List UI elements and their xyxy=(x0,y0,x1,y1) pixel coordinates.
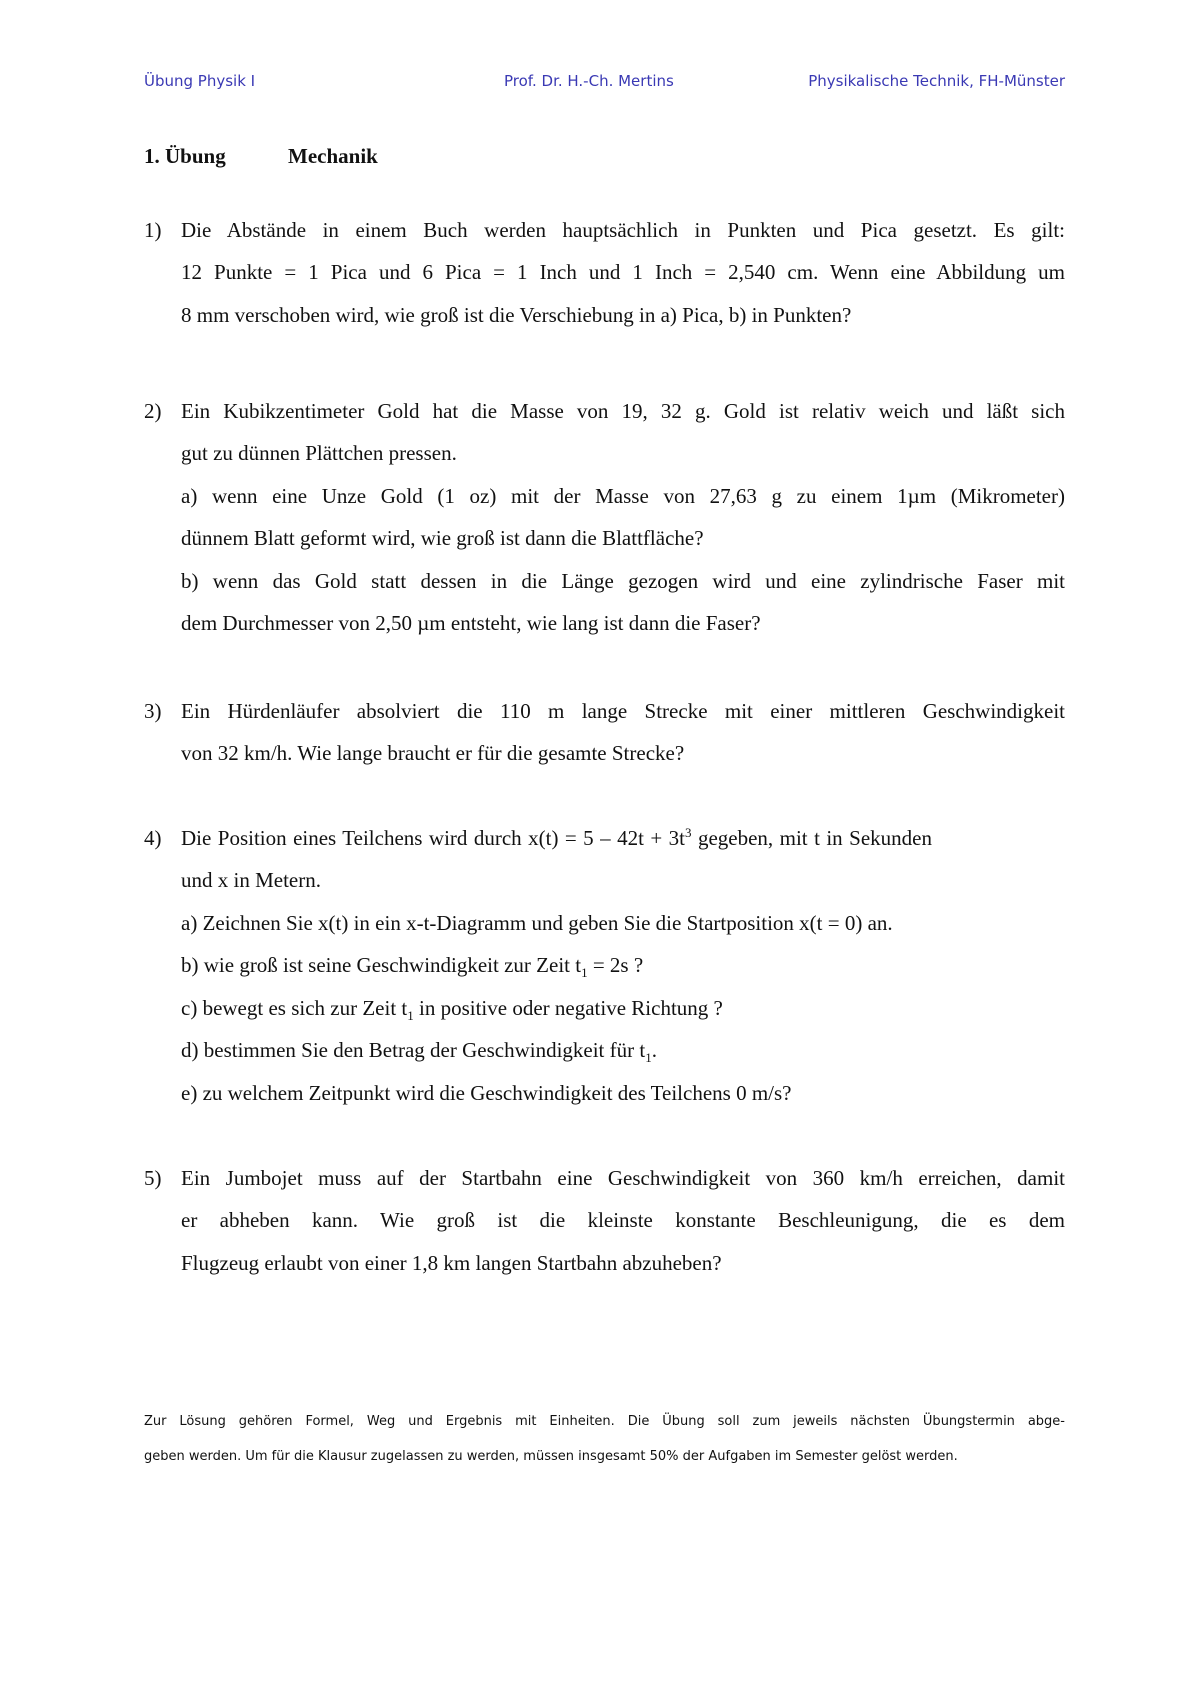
problem-number: 2) xyxy=(144,399,162,423)
problem-text-line xyxy=(181,1029,1065,1072)
exercise-number: 1. Übung xyxy=(144,144,226,168)
position-equation-rest: gegeben, mit t in Sekunden xyxy=(691,826,932,850)
problem-text-line: Ein Hürdenläufer absolviert die 110 m lange Strecke mit einer mittleren Geschwindigkeit xyxy=(181,699,1065,723)
problem-text-line xyxy=(181,987,1065,1030)
problem-text-line: von 32 km/h. Wie lange braucht er für die gesamte Strecke? xyxy=(181,741,685,765)
subquestion-c-text: c) bewegt es sich zur Zeit t xyxy=(181,996,408,1020)
exercise-topic: Mechanik xyxy=(288,144,378,168)
problem-text-line: a) wenn eine Unze Gold (1 oz) mit der Masse von 27,63 g zu einem 1µm (Mikrometer) xyxy=(181,484,1065,508)
subquestion-b-rest: = 2s ? xyxy=(587,953,644,977)
problem-text-line: 12 Punkte = 1 Pica und 6 Pica = 1 Inch und 1 Inch = 2,540 cm. Wenn eine Abbildung um xyxy=(181,260,1065,284)
problem-number: 5) xyxy=(144,1166,162,1190)
footnote-line: Zur Lösung gehören Formel, Weg und Ergebnis mit Einheiten. Die Übung soll zum jeweils nächsten Übungstermin abge- xyxy=(144,1414,1065,1429)
subscript: 1 xyxy=(407,1008,414,1024)
problem-text-line: a) Zeichnen Sie x(t) in ein x-t-Diagramm und geben Sie die Startposition x(t = 0) an. xyxy=(181,911,893,935)
problem-text-line: und x in Metern. xyxy=(181,868,321,892)
position-equation-text: Die Position eines Teilchens wird durch x(t) = 5 – 42t + 3t xyxy=(181,826,685,850)
header-course: Übung Physik I xyxy=(144,72,256,90)
problem-text-line: b) wenn das Gold statt dessen in die Länge gezogen wird und eine zylindrische Faser mit xyxy=(181,569,1065,593)
footnote-line: geben werden. Um für die Klausur zugelassen zu werden, müssen insgesamt 50% der Aufgaben im Semester gelöst werden. xyxy=(144,1449,958,1464)
problem-number: 3) xyxy=(144,699,162,723)
problem-text-line xyxy=(181,944,1065,987)
problem-text-line xyxy=(181,817,1065,860)
problem-text-line: Ein Kubikzentimeter Gold hat die Masse von 19, 32 g. Gold ist relativ weich und läßt sich xyxy=(181,399,1065,423)
page-header xyxy=(144,70,1065,98)
problem-text-line: dem Durchmesser von 2,50 µm entsteht, wie lang ist dann die Faser? xyxy=(181,611,761,635)
problem-number: 4) xyxy=(144,826,162,850)
problem-text-line: dünnem Blatt geformt wird, wie groß ist dann die Blattfläche? xyxy=(181,526,704,550)
problem-text-line: Ein Jumbojet muss auf der Startbahn eine Geschwindigkeit von 360 km/h erreichen, damit xyxy=(181,1166,1065,1190)
problem-text-line: er abheben kann. Wie groß ist die kleinste konstante Beschleunigung, die es dem xyxy=(181,1208,1065,1232)
footnote xyxy=(144,1404,1065,1474)
subscript: 1 xyxy=(581,965,588,981)
header-professor: Prof. Dr. H.-Ch. Mertins xyxy=(504,72,674,90)
problem-text-line: e) zu welchem Zeitpunkt wird die Geschwindigkeit des Teilchens 0 m/s? xyxy=(181,1081,792,1105)
subquestion-d-rest: . xyxy=(651,1038,657,1062)
problem-text-line: 8 mm verschoben wird, wie groß ist die Verschiebung in a) Pica, b) in Punkten? xyxy=(181,303,852,327)
problem-number: 1) xyxy=(144,218,162,242)
subscript: 1 xyxy=(645,1050,652,1066)
subquestion-c-rest: in positive oder negative Richtung ? xyxy=(413,996,723,1020)
problem-text-line: Flugzeug erlaubt von einer 1,8 km langen Startbahn abzuheben? xyxy=(181,1251,722,1275)
subquestion-d-text: d) bestimmen Sie den Betrag der Geschwindigkeit für t xyxy=(181,1038,646,1062)
exponent: 3 xyxy=(685,825,692,840)
header-institution: Physikalische Technik, FH-Münster xyxy=(808,72,1065,90)
problem-text-line: Die Abstände in einem Buch werden hauptsächlich in Punkten und Pica gesetzt. Es gilt: xyxy=(181,218,1065,242)
problem-text-line: gut zu dünnen Plättchen pressen. xyxy=(181,441,457,465)
subquestion-b-text: b) wie groß ist seine Geschwindigkeit zur Zeit t xyxy=(181,953,582,977)
